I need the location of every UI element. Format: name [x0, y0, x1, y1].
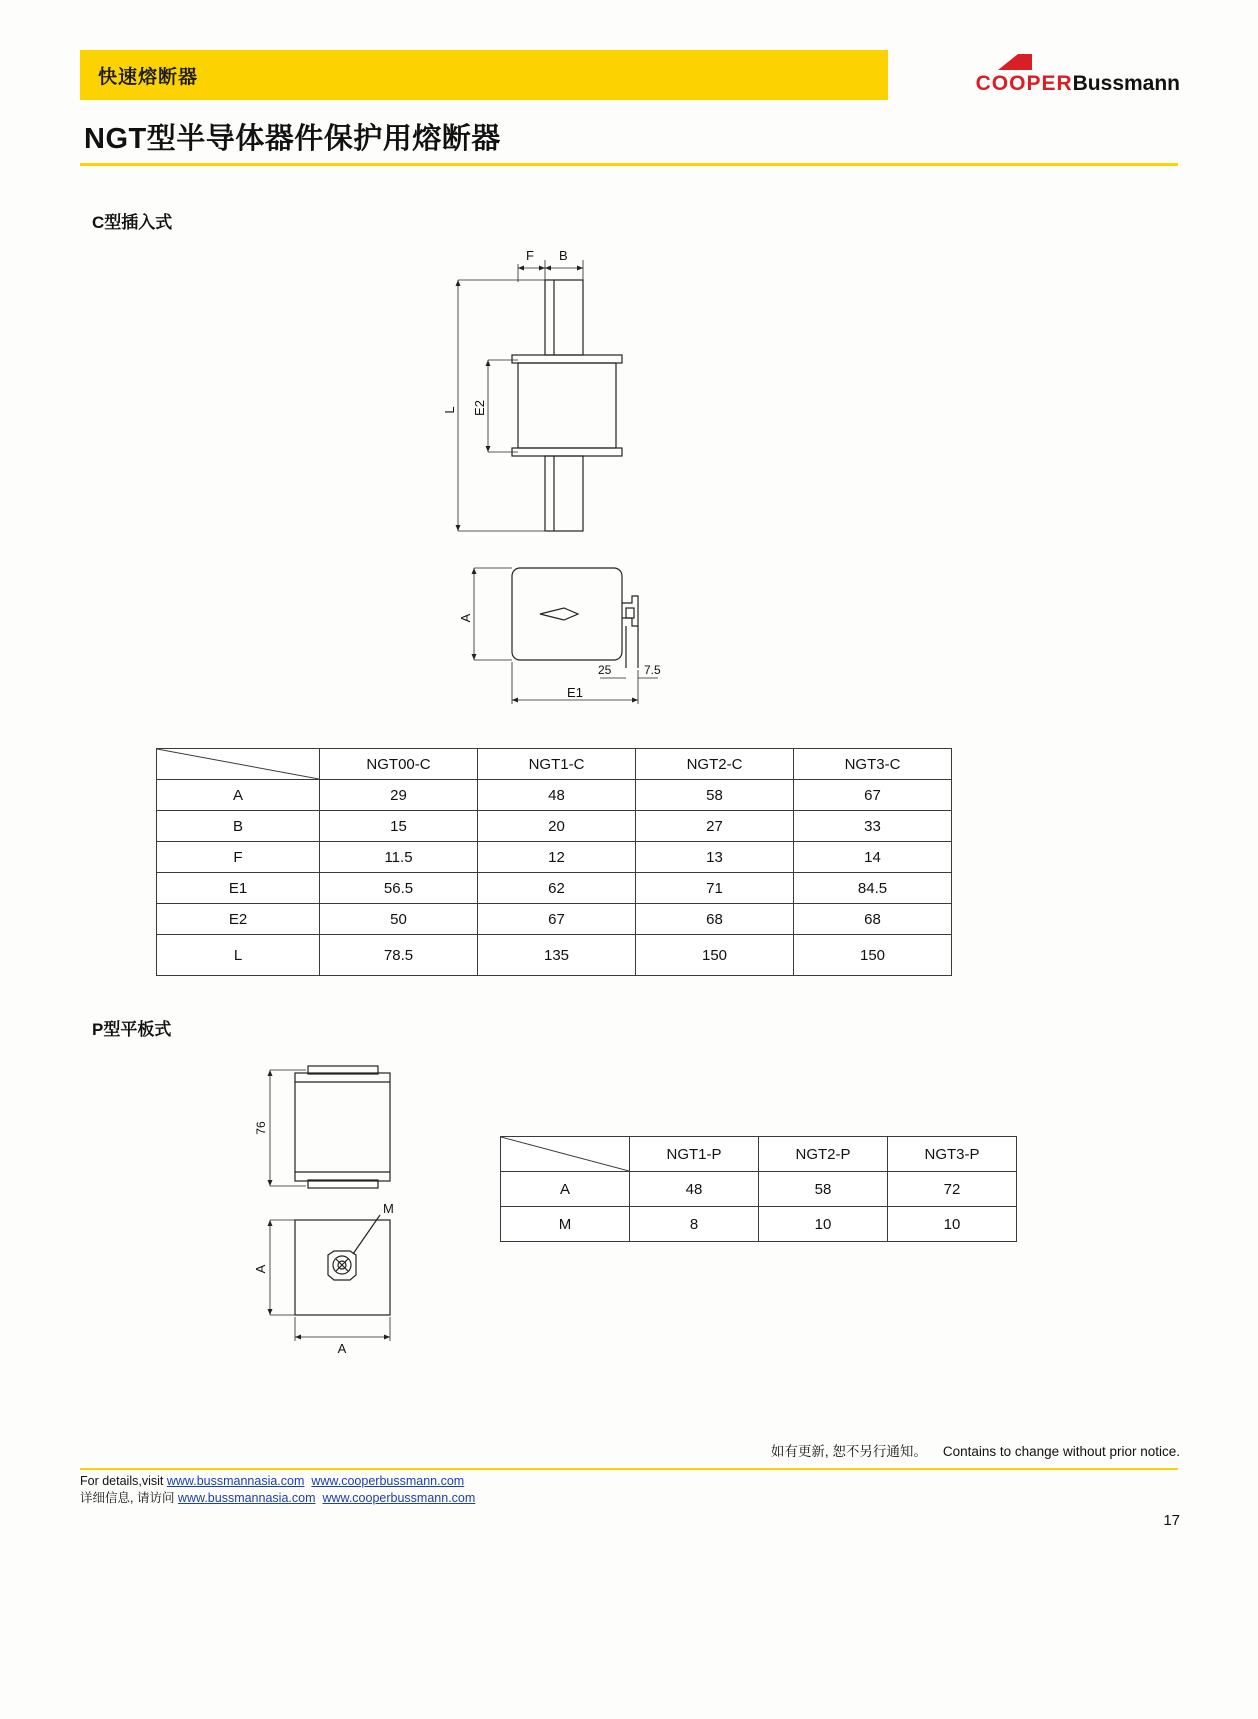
header-category-label: 快速熔断器: [98, 67, 199, 88]
table-row: [157, 780, 952, 811]
table-c-cell: 15: [320, 811, 478, 842]
dim-label-f: F: [526, 250, 534, 263]
table-c-row-label: E2: [157, 904, 320, 935]
table-row: [157, 842, 952, 873]
footer-link-bussmannasia-en[interactable]: www.bussmannasia.com: [166, 1474, 305, 1488]
table-c-cell: 13: [636, 842, 794, 873]
section-label-c-type: C型插入式: [92, 213, 173, 232]
table-c-cell: 68: [794, 904, 952, 935]
drawing-p-type-side-view: [240, 1058, 460, 1198]
table-c-row-label: E1: [157, 873, 320, 904]
table-c-cell: 11.5: [320, 842, 478, 873]
table-p-cell: 10: [888, 1207, 1017, 1242]
page-number: 17: [1163, 1512, 1180, 1529]
table-c-header-4: NGT3-C: [794, 749, 952, 780]
table-c-header-3: NGT2-C: [636, 749, 794, 780]
table-row: [157, 811, 952, 842]
table-c-header-2: NGT1-C: [478, 749, 636, 780]
table-row: [501, 1207, 1017, 1242]
footer-divider: [80, 1468, 1178, 1470]
table-c-cell: 56.5: [320, 873, 478, 904]
footer-link-prefix-cn: 详细信息, 请访问: [80, 1491, 178, 1505]
table-c-cell: 150: [636, 935, 794, 976]
table-corner-cell: [501, 1137, 630, 1172]
table-corner-cell: [157, 749, 320, 780]
title-divider: [80, 163, 1178, 166]
footer-link-cooperbussmann-cn[interactable]: www.cooperbussmann.com: [322, 1491, 476, 1505]
dimension-table-c: [156, 748, 952, 976]
footer-link-prefix-en: For details,visit: [80, 1474, 167, 1488]
table-p-row-label: A: [501, 1172, 630, 1207]
table-c-row-label: L: [157, 935, 320, 976]
table-c-cell: 14: [794, 842, 952, 873]
table-c-cell: 78.5: [320, 935, 478, 976]
brand-logo: [975, 52, 1180, 100]
table-c-cell: 150: [794, 935, 952, 976]
table-p-cell: 58: [759, 1172, 888, 1207]
drawing-c-type-front-view: [440, 548, 740, 728]
table-p-header-3: NGT3-P: [888, 1137, 1017, 1172]
table-c-cell: 71: [636, 873, 794, 904]
header-category-bar: [80, 50, 888, 100]
cooper-bussmann-mark-icon: [998, 54, 1032, 70]
table-p-header-2: NGT2-P: [759, 1137, 888, 1172]
dim-label-m: M: [383, 1201, 394, 1216]
dim-label-a-bottom: A: [337, 1341, 347, 1355]
diagonal-slash-icon: [501, 1137, 629, 1171]
table-c-cell: 29: [320, 780, 478, 811]
footer-notice: [771, 1440, 1180, 1460]
table-row: [157, 935, 952, 976]
table-p-header-1: NGT1-P: [630, 1137, 759, 1172]
dim-label-e1: E1: [567, 685, 583, 700]
footer-links: [80, 1473, 475, 1507]
table-p-cell: 48: [630, 1172, 759, 1207]
table-c-cell: 12: [478, 842, 636, 873]
page-title: NGT型半导体器件保护用熔断器: [84, 123, 501, 155]
drawing-c-type-side-view: [440, 250, 740, 550]
table-p-cell: 10: [759, 1207, 888, 1242]
table-c-cell: 84.5: [794, 873, 952, 904]
diagonal-slash-icon: [157, 749, 319, 779]
table-c-cell: 62: [478, 873, 636, 904]
table-row: [157, 904, 952, 935]
table-p-row-label: M: [501, 1207, 630, 1242]
table-c-cell: 33: [794, 811, 952, 842]
table-c-row-label: F: [157, 842, 320, 873]
dim-label-a-side: A: [253, 1264, 268, 1274]
footer-link-line-en: [80, 1473, 475, 1490]
table-row: [157, 873, 952, 904]
table-c-cell: 50: [320, 904, 478, 935]
brand-wordmark: [976, 72, 1180, 96]
brand-cooper-text: COOPER: [975, 72, 1073, 95]
table-c-cell: 48: [478, 780, 636, 811]
dim-label-25: 25: [598, 663, 612, 677]
table-c-cell: 67: [794, 780, 952, 811]
dim-label-75: 7.5: [644, 663, 661, 677]
footer-notice-cn: 如有更新, 恕不另行通知。: [770, 1444, 927, 1459]
table-row-header: [501, 1137, 1017, 1172]
dim-label-l: L: [442, 406, 457, 414]
table-row: [501, 1172, 1017, 1207]
table-c-cell: 27: [636, 811, 794, 842]
table-c-header-1: NGT00-C: [320, 749, 478, 780]
footer-link-cooperbussmann-en[interactable]: www.cooperbussmann.com: [311, 1474, 465, 1488]
dimension-table-p: [500, 1136, 1017, 1242]
dim-label-b: B: [559, 250, 568, 263]
table-c-cell: 58: [636, 780, 794, 811]
section-label-p-type: P型平板式: [92, 1020, 172, 1039]
footer-notice-en: Contains to change without prior notice.: [942, 1444, 1180, 1459]
dim-label-a-front: A: [458, 613, 473, 623]
dim-label-76: 76: [254, 1121, 268, 1135]
footer-link-line-cn: [80, 1490, 475, 1507]
drawing-p-type-front-view: [240, 1195, 460, 1355]
table-c-cell: 67: [478, 904, 636, 935]
table-p-cell: 8: [630, 1207, 759, 1242]
table-c-cell: 20: [478, 811, 636, 842]
table-c-cell: 68: [636, 904, 794, 935]
table-p-cell: 72: [888, 1172, 1017, 1207]
table-row-header: [157, 749, 952, 780]
footer-link-bussmannasia-cn[interactable]: www.bussmannasia.com: [177, 1491, 316, 1505]
brand-bussmann-text: Bussmann: [1072, 72, 1180, 95]
table-c-row-label: A: [157, 780, 320, 811]
table-c-cell: 135: [478, 935, 636, 976]
dim-label-e2: E2: [472, 400, 487, 416]
table-c-row-label: B: [157, 811, 320, 842]
